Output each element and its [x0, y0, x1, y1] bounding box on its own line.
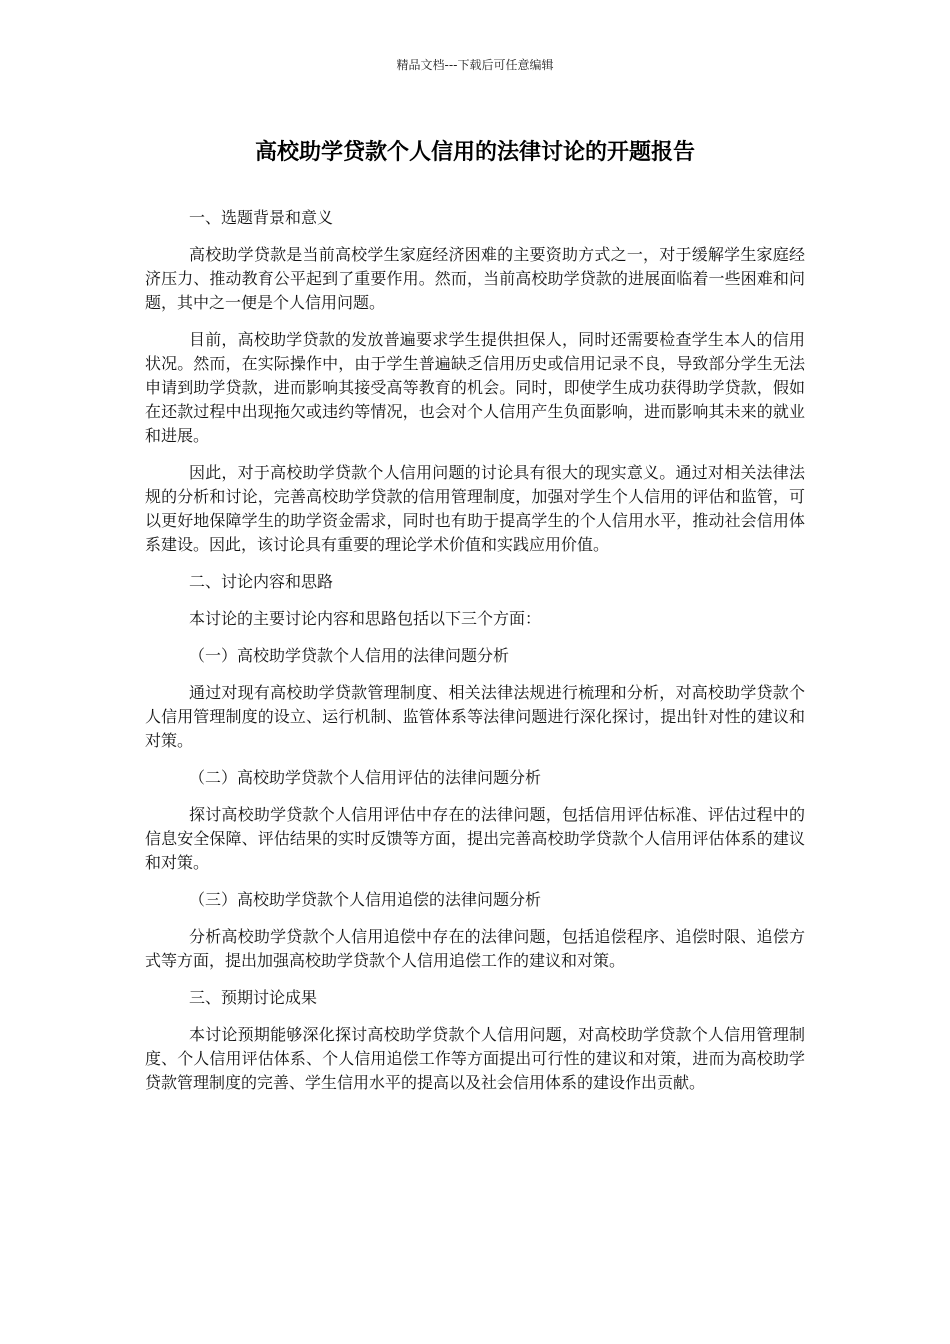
- section-heading-background: 一、选题背景和意义: [189, 208, 334, 227]
- body-paragraph: 分析高校助学贷款个人信用追偿中存在的法律问题，包括追偿程序、追偿时限、追偿方式等方面，提出加强高校助学贷款个人信用追偿工作的建议和对策。: [145, 927, 805, 970]
- section-heading-content: 二、讨论内容和思路: [189, 572, 334, 591]
- subheading-credit-assessment: （二）高校助学贷款个人信用评估的法律问题分析: [189, 768, 542, 787]
- document-title: 高校助学贷款个人信用的法律讨论的开题报告: [254, 140, 695, 165]
- header-note: 精品文档---下载后可任意编辑: [396, 58, 554, 72]
- subheading-legal-analysis: （一）高校助学贷款个人信用的法律问题分析: [189, 646, 510, 665]
- subheading-credit-recovery: （三）高校助学贷款个人信用追偿的法律问题分析: [189, 890, 542, 909]
- body-paragraph: 本讨论的主要讨论内容和思路包括以下三个方面：: [189, 609, 542, 628]
- body-paragraph: 目前，高校助学贷款的发放普遍要求学生提供担保人，同时还需要检查学生本人的信用状况。然而，在实际操作中，由于学生普遍缺乏信用历史或信用记录不良，导致部分学生无法申请到助学贷款，进而影响其接受高等教育的机会。同时，即使学生成功获得助学贷款，假如在还款过程中出现拖欠或违约等情况，也会对个人信用产生负面影响，进而影响其未来的就业和进展。: [145, 330, 805, 445]
- body-paragraph: 高校助学贷款是当前高校学生家庭经济困难的主要资助方式之一，对于缓解学生家庭经济压力、推动教育公平起到了重要作用。然而，当前高校助学贷款的进展面临着一些困难和问题，其中之一便是个人信用问题。: [145, 245, 805, 312]
- section-heading-expected-results: 三、预期讨论成果: [189, 988, 318, 1007]
- body-paragraph: 本讨论预期能够深化探讨高校助学贷款个人信用问题，对高校助学贷款个人信用管理制度、个人信用评估体系、个人信用追偿工作等方面提出可行性的建议和对策，进而为高校助学贷款管理制度的完善、学生信用水平的提高以及社会信用体系的建设作出贡献。: [145, 1025, 805, 1092]
- body-paragraph: 因此，对于高校助学贷款个人信用问题的讨论具有很大的现实意义。通过对相关法律法规的分析和讨论，完善高校助学贷款的信用管理制度，加强对学生个人信用的评估和监管，可以更好地保障学生的助学资金需求，同时也有助于提高学生的个人信用水平，推动社会信用体系建设。因此，该讨论具有重要的理论学术价值和实践应用价值。: [145, 463, 805, 554]
- body-paragraph: 探讨高校助学贷款个人信用评估中存在的法律问题，包括信用评估标准、评估过程中的信息安全保障、评估结果的实时反馈等方面，提出完善高校助学贷款个人信用评估体系的建议和对策。: [145, 805, 805, 872]
- body-paragraph: 通过对现有高校助学贷款管理制度、相关法律法规进行梳理和分析，对高校助学贷款个人信用管理制度的设立、运行机制、监管体系等法律问题进行深化探讨，提出针对性的建议和对策。: [145, 683, 805, 750]
- document-body: [145, 206, 805, 1108]
